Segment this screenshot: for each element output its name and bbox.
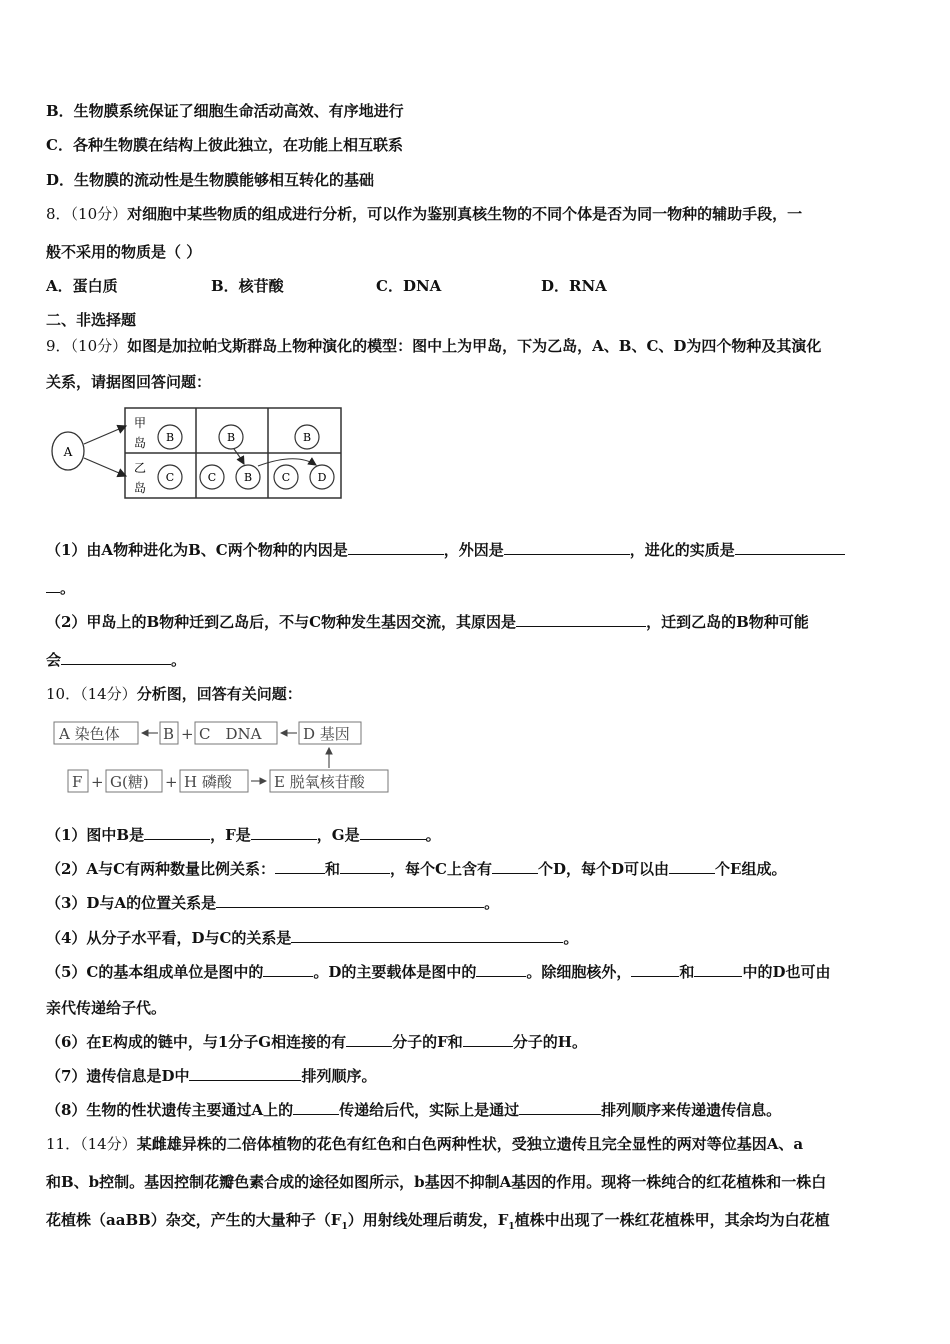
arrow-migrate-1 (234, 449, 244, 464)
q9-part2 (46, 612, 809, 632)
q8-option-b: B．核苷酸 (211, 277, 284, 295)
q10-part8 (46, 1100, 781, 1120)
blank[interactable] (46, 578, 60, 593)
q10-p1-c: ，G是 (316, 826, 360, 844)
q10-flow-figure (50, 714, 395, 799)
q11-number: 11．（14分） (46, 1135, 137, 1153)
blank[interactable] (144, 825, 210, 840)
q7-option-b: B．生物膜系统保证了细胞生命活动高效、有序地进行 (46, 102, 404, 120)
q9-island-figure (46, 404, 346, 504)
q7-option-d: D．生物膜的流动性是生物膜能够相互转化的基础 (46, 171, 375, 189)
blank[interactable] (340, 859, 390, 874)
blank[interactable] (216, 893, 484, 908)
q10-p2-a: （2）A与C有两种数量比例关系： (46, 860, 276, 878)
q8-stem-line2: 般不采用的物质是（ ） (46, 243, 202, 261)
q9-part1-cont (46, 578, 75, 598)
q10-part4 (46, 928, 578, 948)
q9-p2-text-d: 。 (171, 651, 187, 669)
species-a-label: A (63, 445, 73, 459)
blank[interactable] (61, 650, 171, 665)
q9-stem-line2: 关系，请据图回答问题： (46, 373, 212, 391)
blank[interactable] (476, 962, 526, 977)
island-bottom-char2: 岛 (133, 481, 147, 495)
q8-stem-line1 (46, 204, 802, 224)
q8-option-c: C．DNA (376, 277, 442, 295)
blank[interactable] (251, 825, 317, 840)
island-bottom-char1: 乙 (133, 461, 147, 475)
blank[interactable] (360, 825, 426, 840)
q11-line3 (46, 1210, 830, 1237)
bottom-species-4: C (281, 471, 291, 484)
plus-sign-1: + (181, 725, 194, 743)
q11-line2: 和B、b控制。基因控制花瓣色素合成的途径如图所示，b基因不抑制A基因的作用。现将一株纯合的红花植株和一株白 (46, 1173, 827, 1191)
bottom-species-2: C (207, 471, 217, 484)
box-d-label: D 基因 (303, 725, 350, 743)
q10-p4-a: （4）从分子水平看，D与C的关系是 (46, 929, 292, 947)
box-b-label: B (163, 725, 175, 743)
q10-p2-e: 个E组成。 (715, 860, 787, 878)
q8-stem-text: 对细胞中某些物质的组成进行分析，可以作为鉴别真核生物的不同个体是否为同一物种的辅助手段，一 (127, 205, 803, 223)
blank[interactable] (669, 859, 715, 874)
blank[interactable] (275, 859, 325, 874)
q8-option-d: D．RNA (541, 277, 607, 295)
q10-p2-c: ，每个C上含有 (390, 860, 492, 878)
q9-number: 9．（10分） (46, 337, 128, 355)
q10-p5-d: 和 (679, 963, 695, 981)
q10-p1-b: ，F是 (210, 826, 251, 844)
blank[interactable] (504, 540, 630, 555)
island-top-char2: 岛 (133, 436, 147, 450)
bottom-species-3: B (243, 471, 253, 484)
top-species-1: B (165, 431, 175, 444)
box-a-label: A 染色体 (59, 725, 120, 743)
blank[interactable] (348, 540, 444, 555)
blank[interactable] (519, 1100, 601, 1115)
q11-line3-b: ）用射线处理后萌发，F (347, 1211, 509, 1229)
q8-number: 8．（10分） (46, 205, 128, 223)
q10-p3-b: 。 (484, 894, 500, 912)
box-f-label: F (72, 773, 83, 791)
plus-sign-2: + (91, 773, 104, 791)
arrow-a-to-top (84, 426, 126, 444)
q11-line3-c: 植株中出现了一株红花植株甲，其余均为白花植 (514, 1211, 830, 1229)
q11-subscript-2: 1 (508, 1222, 515, 1232)
q10-stem-text: 分析图，回答有关问题： (136, 685, 302, 703)
blank[interactable] (516, 612, 646, 627)
blank[interactable] (346, 1032, 392, 1047)
q10-p2-d: 个D，每个D可以由 (537, 860, 670, 878)
blank[interactable] (293, 1100, 339, 1115)
q10-p1-a: （1）图中B是 (46, 826, 145, 844)
q10-part6 (46, 1032, 587, 1052)
box-e-label: E 脱氧核苷酸 (274, 773, 365, 791)
q10-p6-b: 分子的F和 (392, 1033, 463, 1051)
q9-part1 (46, 540, 845, 560)
blank[interactable] (735, 540, 845, 555)
q9-p2-text-c: 会 (46, 651, 62, 669)
box-g-label: G(糖) (110, 773, 149, 791)
box-h-label: H 磷酸 (184, 773, 232, 791)
q9-p1-text-b: ，外因是 (443, 541, 504, 559)
q9-p2-text-b: ，迁到乙岛的B物种可能 (646, 613, 809, 631)
q11-line1-text: 某雌雄异株的二倍体植物的花色有红色和白色两种性状，受独立遗传且完全显性的两对等位基因A、a (136, 1135, 804, 1153)
q7-option-c: C．各种生物膜在结构上彼此独立，在功能上相互联系 (46, 136, 403, 154)
q11-line3-a: 花植株（aaBB）杂交，产生的大量种子（F (46, 1211, 342, 1229)
blank[interactable] (291, 928, 563, 943)
q10-p5-b: 。D的主要载体是图中的 (313, 963, 477, 981)
q9-part2-cont (46, 650, 186, 670)
blank[interactable] (463, 1032, 513, 1047)
q10-p2-b: 和 (325, 860, 341, 878)
q10-p8-c: 排列顺序来传递遗传信息。 (601, 1101, 782, 1119)
blank[interactable] (694, 962, 742, 977)
top-species-3: B (302, 431, 312, 444)
bottom-species-5: D (317, 471, 327, 484)
q10-p7-a: （7）遗传信息是D中 (46, 1067, 190, 1085)
q9-p1-text-a: （1）由A物种进化为B、C两个物种的内因是 (46, 541, 348, 559)
q10-p5-a: （5）C的基本组成单位是图中的 (46, 963, 264, 981)
q10-p6-a: （6）在E构成的链中，与1分子G相连接的有 (46, 1033, 347, 1051)
q9-p2-text-a: （2）甲岛上的B物种迁到乙岛后，不与C物种发生基因交流，其原因是 (46, 613, 517, 631)
q10-p4-b: 。 (563, 929, 579, 947)
q9-stem-text: 如图是加拉帕戈斯群岛上物种演化的模型：图中上为甲岛，下为乙岛，A、B、C、D为四个物种及其演化 (127, 337, 822, 355)
arrow-a-to-bottom (84, 458, 126, 476)
q10-p8-a: （8）生物的性状遗传主要通过A上的 (46, 1101, 294, 1119)
q11-line1 (46, 1134, 803, 1154)
q10-p5-e: 中的D也可由 (742, 963, 831, 981)
q10-p5-c: 。除细胞核外， (526, 963, 632, 981)
q10-stem (46, 684, 302, 704)
q10-p6-c: 分子的H。 (512, 1033, 587, 1051)
top-species-2: B (226, 431, 236, 444)
q9-p1-text-c: ，进化的实质是 (629, 541, 735, 559)
q10-p1-d: 。 (425, 826, 441, 844)
blank[interactable] (189, 1066, 301, 1081)
q10-part5 (46, 962, 830, 982)
blank[interactable] (263, 962, 313, 977)
q10-p3-a: （3）D与A的位置关系是 (46, 894, 217, 912)
q10-p8-b: 传递给后代，实际上是通过 (339, 1101, 520, 1119)
q11-subscript-1: 1 (341, 1222, 348, 1232)
q10-part7 (46, 1066, 376, 1086)
species-a-node (52, 432, 84, 470)
blank[interactable] (631, 962, 679, 977)
q10-part3 (46, 893, 499, 913)
q9-p1-text-d: 。 (60, 579, 76, 597)
q10-part5-cont: 亲代传递给子代。 (46, 999, 167, 1017)
q10-p7-b: 排列顺序。 (301, 1067, 377, 1085)
q10-number: 10．（14分） (46, 685, 137, 703)
q8-option-a: A．蛋白质 (46, 277, 118, 295)
q10-part2 (46, 859, 786, 879)
bottom-species-1: C (165, 471, 175, 484)
box-c-label: C DNA (199, 725, 262, 743)
section-heading: 二、非选择题 (46, 311, 137, 329)
island-top-char1: 甲 (133, 416, 147, 430)
blank[interactable] (492, 859, 538, 874)
plus-sign-3: + (165, 773, 178, 791)
q9-stem-line1 (46, 336, 821, 356)
q10-part1 (46, 825, 441, 845)
